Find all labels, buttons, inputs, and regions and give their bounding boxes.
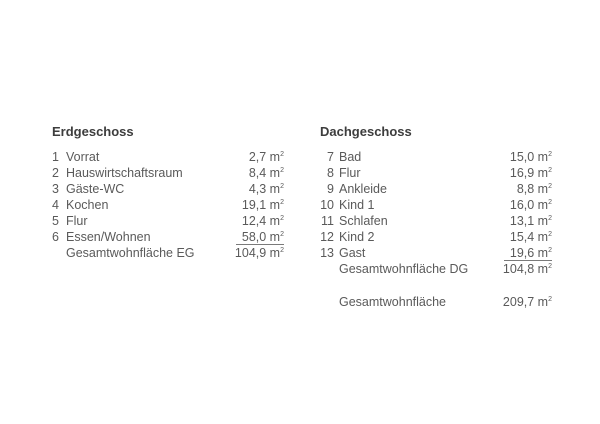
dachgeschoss-room-row [320, 197, 552, 213]
room-number: 3 [52, 182, 59, 196]
dachgeschoss-table [320, 124, 552, 310]
room-area: 13,1 $m^2$ [509, 214, 552, 228]
room-number: 5 [52, 214, 59, 228]
erdgeschoss-room-row [52, 181, 284, 197]
spacer [320, 277, 552, 294]
dachgeschoss-room-row [320, 229, 552, 245]
room-area: 19,1 $m^2$ [241, 198, 284, 212]
sum-underline [504, 245, 552, 261]
room-name: Schlafen [339, 214, 388, 228]
room-number: 8 [327, 166, 334, 180]
dachgeschoss-room-row [320, 213, 552, 229]
erdgeschoss-room-row [52, 197, 284, 213]
room-area: 8,4 $m^2$ [248, 166, 284, 180]
dachgeschoss-heading: Dachgeschoss [320, 124, 412, 139]
room-area: 8,8 $m^2$ [516, 182, 552, 196]
room-name: Kind 2 [339, 230, 375, 244]
room-area: 19,6 $m^2$ [509, 246, 552, 260]
room-name: Hauswirtschaftsraum [66, 166, 183, 180]
room-area: 4,3 $m^2$ [248, 182, 284, 196]
room-number: 4 [52, 198, 59, 212]
room-name: Gast [339, 246, 366, 260]
room-area: 16,9 $m^2$ [509, 166, 552, 180]
room-number: 2 [52, 166, 59, 180]
room-number: 7 [327, 150, 334, 164]
dachgeschoss-room-row [320, 165, 552, 181]
room-name: Flur [339, 166, 361, 180]
room-name: Bad [339, 150, 362, 164]
dachgeschoss-total-label: Gesamtwohnfläche DG [339, 262, 469, 276]
room-number: 1 [52, 150, 59, 164]
erdgeschoss-heading: Erdgeschoss [52, 124, 134, 139]
dachgeschoss-total-row [320, 261, 552, 277]
erdgeschoss-total-row [52, 245, 284, 261]
dachgeschoss-room-row [320, 149, 552, 165]
dachgeschoss-total-area: 104,8 $m^2$ [502, 262, 552, 276]
erdgeschoss-room-row [52, 149, 284, 165]
room-name: Kind 1 [339, 198, 375, 212]
sum-underline [236, 229, 284, 245]
grand-total-area: 209,7 $m^2$ [502, 295, 552, 309]
erdgeschoss-room-list [52, 149, 284, 245]
room-area: 12,4 $m^2$ [241, 214, 284, 228]
grand-total-label: Gesamtwohnfläche [339, 295, 447, 309]
room-name: Vorrat [66, 150, 100, 164]
erdgeschoss-total-label: Gesamtwohnfläche EG [66, 246, 195, 260]
room-number: 12 [320, 230, 334, 244]
room-number: 6 [52, 230, 59, 244]
room-name: Gäste-WC [66, 182, 125, 196]
room-number: 11 [321, 214, 334, 228]
dachgeschoss-room-row [320, 181, 552, 197]
grand-total-row [320, 294, 552, 310]
room-area: 15,0 $m^2$ [509, 150, 552, 164]
room-area: 15,4 $m^2$ [509, 230, 552, 244]
room-name: Kochen [66, 198, 109, 212]
erdgeschoss-total-area: 104,9 $m^2$ [234, 246, 284, 260]
room-number: 9 [327, 182, 334, 196]
erdgeschoss-room-row [52, 165, 284, 181]
room-name: Ankleide [339, 182, 387, 196]
room-area: 2,7 $m^2$ [248, 150, 284, 164]
room-area: 58,0 $m^2$ [241, 230, 284, 244]
erdgeschoss-table [52, 124, 284, 261]
erdgeschoss-room-row [52, 229, 284, 245]
room-name: Flur [66, 214, 88, 228]
room-number: 13 [320, 246, 334, 260]
room-area: 16,0 $m^2$ [509, 198, 552, 212]
room-number: 10 [320, 198, 334, 212]
erdgeschoss-room-row [52, 213, 284, 229]
room-name: Essen/Wohnen [66, 230, 151, 244]
dachgeschoss-room-list [320, 149, 552, 261]
dachgeschoss-room-row [320, 245, 552, 261]
